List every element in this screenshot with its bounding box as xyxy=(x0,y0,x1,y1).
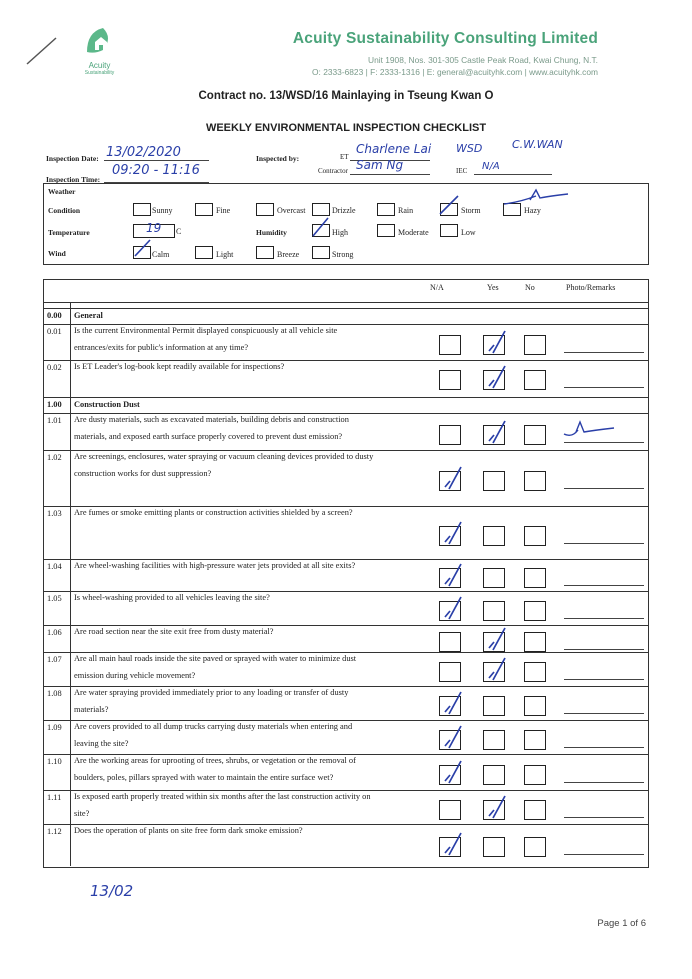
condition-sunny-checkbox[interactable] xyxy=(133,203,151,216)
answer-no-checkbox[interactable] xyxy=(524,662,546,682)
condition-overcast-label: Overcast xyxy=(277,206,306,215)
answer-no-checkbox[interactable] xyxy=(524,526,546,546)
item-question-line: Is exposed earth properly treated within six months after the last construction activity on xyxy=(74,792,371,801)
item-question-line: construction works for dust suppression? xyxy=(74,469,212,478)
check-mark xyxy=(441,722,467,752)
company-contact: O: 2333-6823 | F: 2333-1316 | E: general@acuityhk.com | www.acuityhk.com xyxy=(312,67,598,77)
et-value: Charlene Lai xyxy=(356,142,432,156)
condition-sunny-label: Sunny xyxy=(152,206,173,215)
answer-no-checkbox[interactable] xyxy=(524,696,546,716)
photo-remarks-field[interactable] xyxy=(564,854,644,855)
wind-light-checkbox[interactable] xyxy=(195,246,213,259)
item-number: 0.02 xyxy=(47,363,62,372)
remark-signature xyxy=(562,418,618,440)
pen-mark xyxy=(22,30,62,70)
item-number: 1.02 xyxy=(47,453,62,462)
check-mark xyxy=(485,654,511,684)
photo-remarks-field[interactable] xyxy=(564,747,644,748)
humidity-low-label: Low xyxy=(461,228,476,237)
temperature-unit: C xyxy=(176,227,182,236)
column-no-header: No xyxy=(525,283,535,292)
item-question-line: Are the working areas for uprooting of trees, shrubs, or vegetation or the removal of xyxy=(74,756,356,765)
row-divider xyxy=(43,308,649,309)
wind-breeze-label: Breeze xyxy=(277,250,300,259)
photo-remarks-field[interactable] xyxy=(564,442,644,443)
answer-no-checkbox[interactable] xyxy=(524,765,546,785)
section-title: General xyxy=(74,311,103,320)
answer-no-checkbox[interactable] xyxy=(524,837,546,857)
item-number: 1.01 xyxy=(47,416,62,425)
answer-no-checkbox[interactable] xyxy=(524,471,546,491)
answer-na-checkbox[interactable] xyxy=(439,800,461,820)
check-mark xyxy=(485,327,511,357)
condition-hazy-label: Hazy xyxy=(524,206,541,215)
answer-no-checkbox[interactable] xyxy=(524,730,546,750)
answer-na-checkbox[interactable] xyxy=(439,425,461,445)
logo-subtext: Sustainability xyxy=(84,70,115,76)
item-question-line: Is ET Leader's log-book kept readily available for inspections? xyxy=(74,362,285,371)
answer-yes-checkbox[interactable] xyxy=(483,601,505,621)
wind-label: Wind xyxy=(48,249,66,258)
answer-yes-checkbox[interactable] xyxy=(483,471,505,491)
initials-signature xyxy=(500,186,580,210)
check-mark xyxy=(485,792,511,822)
item-question-line: emission during vehicle movement? xyxy=(74,671,196,680)
item-number: 1.08 xyxy=(47,689,62,698)
temperature-value: 19 xyxy=(146,221,162,235)
photo-remarks-field[interactable] xyxy=(564,679,644,680)
item-question-line: Are screenings, enclosures, water spraying or vacuum cleaning devices provided to dusty xyxy=(74,452,374,461)
item-question-line: Are dusty materials, such as excavated materials, building debris and construction xyxy=(74,415,349,424)
photo-remarks-field[interactable] xyxy=(564,649,644,650)
condition-storm-label: Storm xyxy=(461,206,481,215)
answer-yes-checkbox[interactable] xyxy=(483,696,505,716)
company-logo xyxy=(72,24,127,76)
leaf-house-icon xyxy=(83,24,117,56)
answer-na-checkbox[interactable] xyxy=(439,370,461,390)
item-number: 1.03 xyxy=(47,509,62,518)
header-row-divider xyxy=(43,302,649,303)
answer-na-checkbox[interactable] xyxy=(439,632,461,652)
answer-no-checkbox[interactable] xyxy=(524,800,546,820)
wind-strong-label: Strong xyxy=(332,250,354,259)
photo-remarks-field[interactable] xyxy=(564,585,644,586)
item-number: 1.12 xyxy=(47,827,62,836)
item-number: 0.01 xyxy=(47,327,62,336)
item-number: 1.06 xyxy=(47,628,62,637)
page-number: Page 1 of 6 xyxy=(597,918,646,929)
checklist-title: WEEKLY ENVIRONMENTAL INSPECTION CHECKLIST xyxy=(205,122,487,134)
answer-no-checkbox[interactable] xyxy=(524,335,546,355)
inspection-time-value: 09:20 - 11:16 xyxy=(112,163,200,178)
weather-heading: Weather xyxy=(48,187,76,196)
inspection-date-label: Inspection Date: xyxy=(46,154,99,163)
item-question-line: materials, and exposed earth surface properly covered to prevent dust emission? xyxy=(74,432,343,441)
answer-no-checkbox[interactable] xyxy=(524,425,546,445)
condition-rain-label: Rain xyxy=(398,206,414,215)
et-label: ET xyxy=(340,153,349,161)
item-question-line: site? xyxy=(74,809,90,818)
contractor-label: Contractor xyxy=(318,167,348,175)
photo-remarks-field[interactable] xyxy=(564,817,644,818)
item-question-line: materials? xyxy=(74,705,109,714)
humidity-low-checkbox[interactable] xyxy=(440,224,458,237)
item-question-line: Are all main haul roads inside the site paved or sprayed with water to minimize dust xyxy=(74,654,357,663)
item-question-line: Is the current Environmental Permit displayed conspicuously at all vehicle site xyxy=(74,326,338,335)
answer-na-checkbox[interactable] xyxy=(439,335,461,355)
logo-text: Acuity xyxy=(88,61,111,70)
photo-remarks-field[interactable] xyxy=(564,387,644,388)
temperature-label: Temperature xyxy=(48,228,90,237)
section-number: 1.00 xyxy=(47,400,62,409)
item-question-line: Are wheel-washing facilities with high-pressure water jets provided at all site exits? xyxy=(74,561,356,570)
number-column-divider xyxy=(70,303,71,866)
wind-calm-label: Calm xyxy=(152,250,170,259)
item-number: 1.11 xyxy=(47,793,62,802)
answer-no-checkbox[interactable] xyxy=(524,601,546,621)
answer-no-checkbox[interactable] xyxy=(524,370,546,390)
company-name: Acuity Sustainability Consulting Limited xyxy=(292,30,598,47)
answer-yes-checkbox[interactable] xyxy=(483,568,505,588)
condition-fine-label: Fine xyxy=(216,206,231,215)
section-number: 0.00 xyxy=(47,311,62,320)
answer-yes-checkbox[interactable] xyxy=(483,837,505,857)
iec-value: N/A xyxy=(482,161,500,172)
humidity-label: Humidity xyxy=(256,228,287,237)
condition-overcast-checkbox[interactable] xyxy=(256,203,274,216)
humidity-moderate-checkbox[interactable] xyxy=(377,224,395,237)
contractor-value: Sam Ng xyxy=(356,158,404,172)
item-number: 1.05 xyxy=(47,594,62,603)
photo-remarks-field[interactable] xyxy=(564,543,644,544)
check-mark xyxy=(441,560,467,590)
check-mark xyxy=(485,624,511,654)
iec-label: IEC xyxy=(456,167,468,175)
item-number: 1.09 xyxy=(47,723,62,732)
item-question-line: leaving the site? xyxy=(74,739,129,748)
item-question-line: entrances/exits for public's information at any time? xyxy=(74,343,249,352)
photo-remarks-field[interactable] xyxy=(564,782,644,783)
inspection-date-value: 13/02/2020 xyxy=(106,145,181,160)
answer-no-checkbox[interactable] xyxy=(524,568,546,588)
item-question-line: Are water spraying provided immediately prior to any loading or transfer of dusty xyxy=(74,688,349,697)
humidity-high-label: High xyxy=(332,228,348,237)
inspection-time-label: Inspection Time: xyxy=(46,175,101,184)
item-question-line: Are fumes or smoke emitting plants or construction activities shielded by a screen? xyxy=(74,508,353,517)
item-number: 1.10 xyxy=(47,757,62,766)
inspected-by-label: Inspected by: xyxy=(256,154,300,163)
photo-remarks-field[interactable] xyxy=(564,488,644,489)
wind-strong-checkbox[interactable] xyxy=(312,246,330,259)
answer-na-checkbox[interactable] xyxy=(439,662,461,682)
humidity-moderate-label: Moderate xyxy=(398,228,429,237)
check-mark xyxy=(441,688,467,718)
answer-yes-checkbox[interactable] xyxy=(483,730,505,750)
section-title: Construction Dust xyxy=(74,400,140,409)
check-mark xyxy=(441,757,467,787)
column-na-header: N/A xyxy=(430,283,444,292)
photo-remarks-field[interactable] xyxy=(564,713,644,714)
check-mark xyxy=(441,829,467,859)
check-mark xyxy=(441,593,467,623)
item-question-line: Are covers provided to all dump trucks carrying dusty materials when entering and xyxy=(74,722,353,731)
column-yes-header: Yes xyxy=(487,283,499,292)
handwritten-footer-date: 13/02 xyxy=(90,882,134,900)
item-question-line: Does the operation of plants on site free form dark smoke emission? xyxy=(74,826,303,835)
contract-line: Contract no. 13/WSD/16 Mainlaying in Tseung Kwan O xyxy=(198,90,494,102)
condition-fine-checkbox[interactable] xyxy=(195,203,213,216)
wind-light-label: Light xyxy=(216,250,234,259)
check-mark xyxy=(441,463,467,493)
item-question-line: Are road section near the site exit free from dusty material? xyxy=(74,627,274,636)
answer-yes-checkbox[interactable] xyxy=(483,526,505,546)
item-number: 1.07 xyxy=(47,655,62,664)
photo-remarks-field[interactable] xyxy=(564,618,644,619)
iec-underline xyxy=(474,174,552,175)
answer-yes-checkbox[interactable] xyxy=(483,765,505,785)
condition-rain-checkbox[interactable] xyxy=(377,203,395,216)
item-question-line: boulders, poles, pillars sprayed with water to maintain the entire surface wet? xyxy=(74,773,334,782)
company-address: Unit 1908, Nos. 301-305 Castle Peak Road, Kwai Chung, N.T. xyxy=(368,55,598,65)
check-mark xyxy=(485,362,511,392)
contractor-underline xyxy=(350,174,430,175)
condition-label: Condition xyxy=(48,206,81,215)
item-number: 1.04 xyxy=(47,562,62,571)
check-mark xyxy=(441,518,467,548)
wind-breeze-checkbox[interactable] xyxy=(256,246,274,259)
column-photo-header: Photo/Remarks xyxy=(566,283,616,292)
client-representative: C.W.WAN xyxy=(512,138,563,151)
photo-remarks-field[interactable] xyxy=(564,352,644,353)
item-question-line: Is wheel-washing provided to all vehicles leaving the site? xyxy=(74,593,270,602)
answer-no-checkbox[interactable] xyxy=(524,632,546,652)
check-mark xyxy=(485,417,511,447)
client-value: WSD xyxy=(456,142,483,155)
condition-drizzle-label: Drizzle xyxy=(332,206,356,215)
date-underline xyxy=(104,160,209,161)
